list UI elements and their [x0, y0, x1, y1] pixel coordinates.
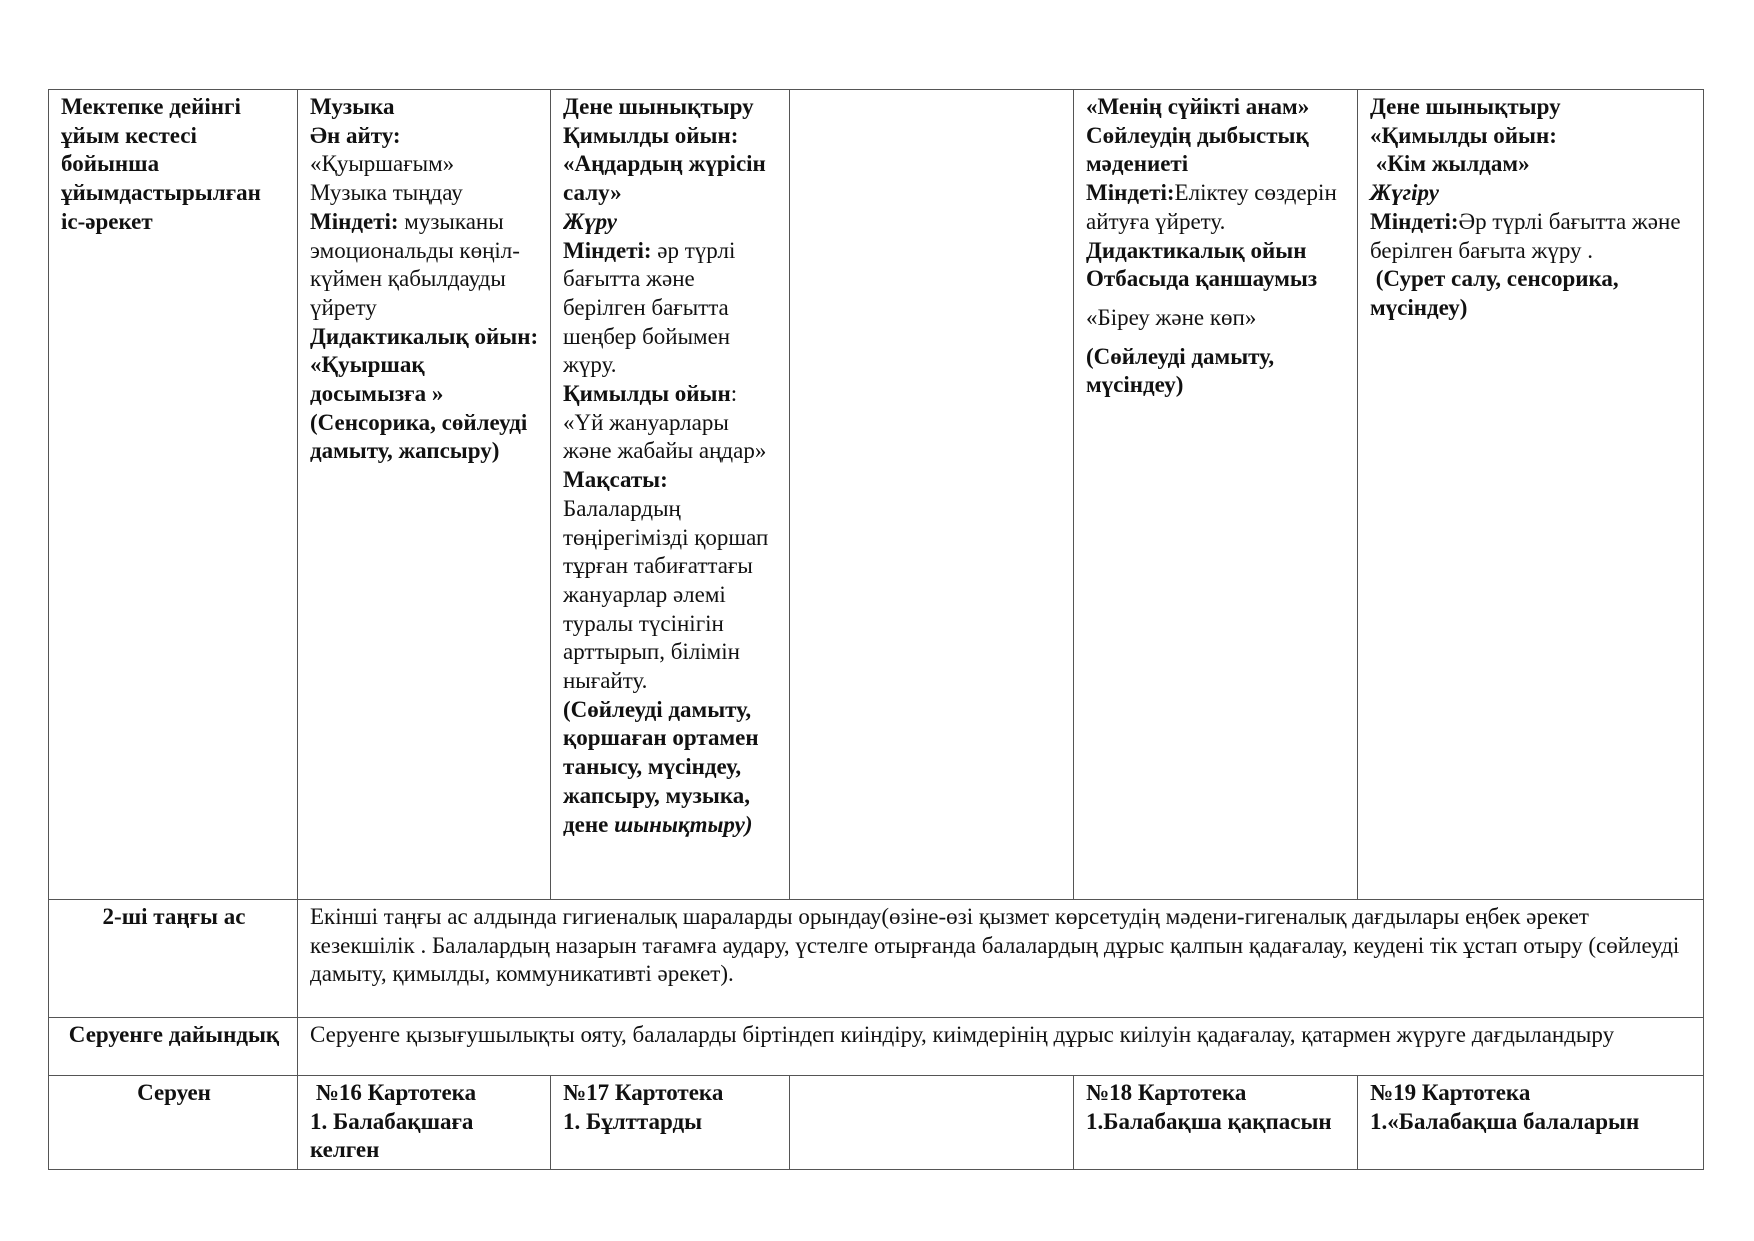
pe-content [563, 93, 779, 893]
row-label-prep [49, 1018, 298, 1076]
pe-game2-text: : «Үй жануарлары және жабайы аңдар» [563, 381, 767, 464]
pe-game2-label: Қимылды ойын [563, 381, 731, 407]
music-didactic-game: Дидактикалық ойын: «Қуыршақ досымызға » [310, 323, 539, 407]
pe-goal-label: Мақсаты: [563, 467, 668, 493]
pe-walking: Жүру [563, 208, 618, 234]
walk-cell-4 [1074, 1076, 1358, 1170]
activity-cell-speech [1074, 90, 1358, 900]
walk-cell-1 [298, 1076, 551, 1170]
pe-game2 [563, 380, 779, 466]
row-label-walk [49, 1076, 298, 1170]
walk-card-19: №19 Картотека [1370, 1080, 1531, 1105]
speech-game-name: «Біреу және көп» [1086, 304, 1257, 330]
speech-task-label: Міндеті: [1086, 180, 1175, 206]
activity-cell-pe [551, 90, 790, 900]
walk-card-16-item: 1. Балабақшаға келген [310, 1108, 474, 1163]
pe-task-text: әр түрлі бағытта және берілген бағытта шеңбер бойымен жүру. [563, 237, 736, 378]
pe2-game-label: «Қимылды ойын: [1370, 122, 1557, 148]
prep-text: Серуенге қызығушылықты ояту, балаларды біртіндеп киіндіру, киімдерінің дұрыс киілуін қадағалау, қатармен жүруге дағдыландыру [310, 1022, 1615, 1047]
activity-cell-empty [790, 90, 1074, 900]
music-song-name: «Қуыршағым» [310, 151, 455, 177]
activity-cell-music [298, 90, 551, 900]
schedule-table [48, 89, 1704, 1170]
speech-areas: (Сөйлеуді дамыту, мүсіндеу) [1086, 343, 1275, 398]
activity-cell-pe2 [1358, 90, 1704, 900]
pe-areas-text: (Сөйлеуді дамыту, қоршаған ортамен танысу, мүсіндеу, жапсыру, музыка, дене [563, 696, 759, 837]
pe2-task-text: Әр түрлі бағытта және берілген бағыта жүру . [1370, 208, 1681, 263]
row-label-breakfast [49, 900, 298, 1018]
row-walk-prep [49, 1018, 1704, 1076]
activity-label: Мектепке дейінгі ұйым кестесі бойынша ұйымдастырылған іс-әрекет [61, 94, 261, 234]
speech-task [1086, 179, 1347, 236]
pe-game: Қимылды ойын: «Аңдардың жүрісін салу» [563, 122, 766, 206]
pe-areas-italic: шынықтыру) [614, 811, 753, 837]
walk-card-18-item: 1.Балабақша қақпасын [1086, 1108, 1332, 1134]
walk-card-17: №17 Картотека [563, 1080, 724, 1105]
music-title: Музыка [310, 94, 395, 119]
pe2-task-label: Міндеті: [1370, 208, 1459, 234]
walk-card-16: №16 Картотека [310, 1080, 477, 1105]
pe2-areas: (Сурет салу, сенсорика, мүсіндеу) [1370, 266, 1625, 320]
walk-cell-2 [551, 1076, 790, 1170]
walk-card-17-item: 1. Бұлттарды [563, 1108, 703, 1134]
speech-title: «Менің сүйікті анам» [1086, 94, 1310, 119]
breakfast-text: Екінші таңғы ас алдында гигиеналық шараларды орындау(өзіне-өзі қызмет көрсетудің мәдени-гигеналық дағдылары еңбек әрекет кезекшілік . Балалардың назарын тағамға аудару, үстелге отырғанда балалардың дұрыс қалпын қадағалау, кеудені тік ұстап отыру (сөйлеуді дамыту, қимылды, коммуникативті әрекет). [310, 904, 1680, 987]
breakfast-text-cell [298, 900, 1704, 1018]
music-listening: Музыка тыңдау [310, 180, 463, 206]
pe-title: Дене шынықтыру [563, 94, 754, 119]
pe2-title: Дене шынықтыру [1370, 94, 1561, 119]
pe2-running: Жүгіру [1370, 180, 1439, 206]
speech-task-text: Еліктеу сөздерін айтуға үйрету. [1086, 180, 1337, 234]
pe2-task [1370, 208, 1693, 265]
walk-card-18: №18 Картотека [1086, 1080, 1247, 1105]
music-task-label: Міндеті: [310, 208, 399, 234]
pe-task-label: Міндеті: [563, 237, 652, 263]
walk-cell-3 [790, 1076, 1074, 1170]
pe-goal-text: Балалардың төңірегімізді қоршап тұрған табиғаттағы жануарлар әлемі туралы түсінігін арттырып, білімін нығайту. [563, 495, 769, 694]
row-second-breakfast [49, 900, 1704, 1018]
music-areas: (Сенсорика, сөйлеуді дамыту, жапсыру) [310, 409, 528, 464]
pe-areas [563, 696, 779, 840]
music-task [310, 208, 540, 323]
prep-label: Серуенге дайындық [68, 1022, 280, 1047]
walk-label: Серуен [137, 1080, 211, 1105]
row-label-activity [49, 90, 298, 900]
walk-cell-5 [1358, 1076, 1704, 1170]
speech-topic: Сөйлеудің дыбыстық мәдениеті [1086, 122, 1309, 177]
music-singing: Ән айту: [310, 122, 401, 148]
breakfast-label: 2-ші таңғы ас [102, 904, 246, 929]
row-organized-activity [49, 90, 1704, 900]
pe-task [563, 237, 779, 381]
walk-card-19-item: 1.«Балабақша балаларын [1370, 1108, 1640, 1134]
music-task-text: музыканы эмоциональды көңіл-күймен қабылдауды үйрету [310, 208, 520, 320]
pe2-game-name: «Кім жылдам» [1370, 151, 1530, 177]
prep-text-cell [298, 1018, 1704, 1076]
row-walk [49, 1076, 1704, 1170]
speech-didactic-game: Дидактикалық ойын Отбасыда қаншаумыз [1086, 237, 1318, 292]
